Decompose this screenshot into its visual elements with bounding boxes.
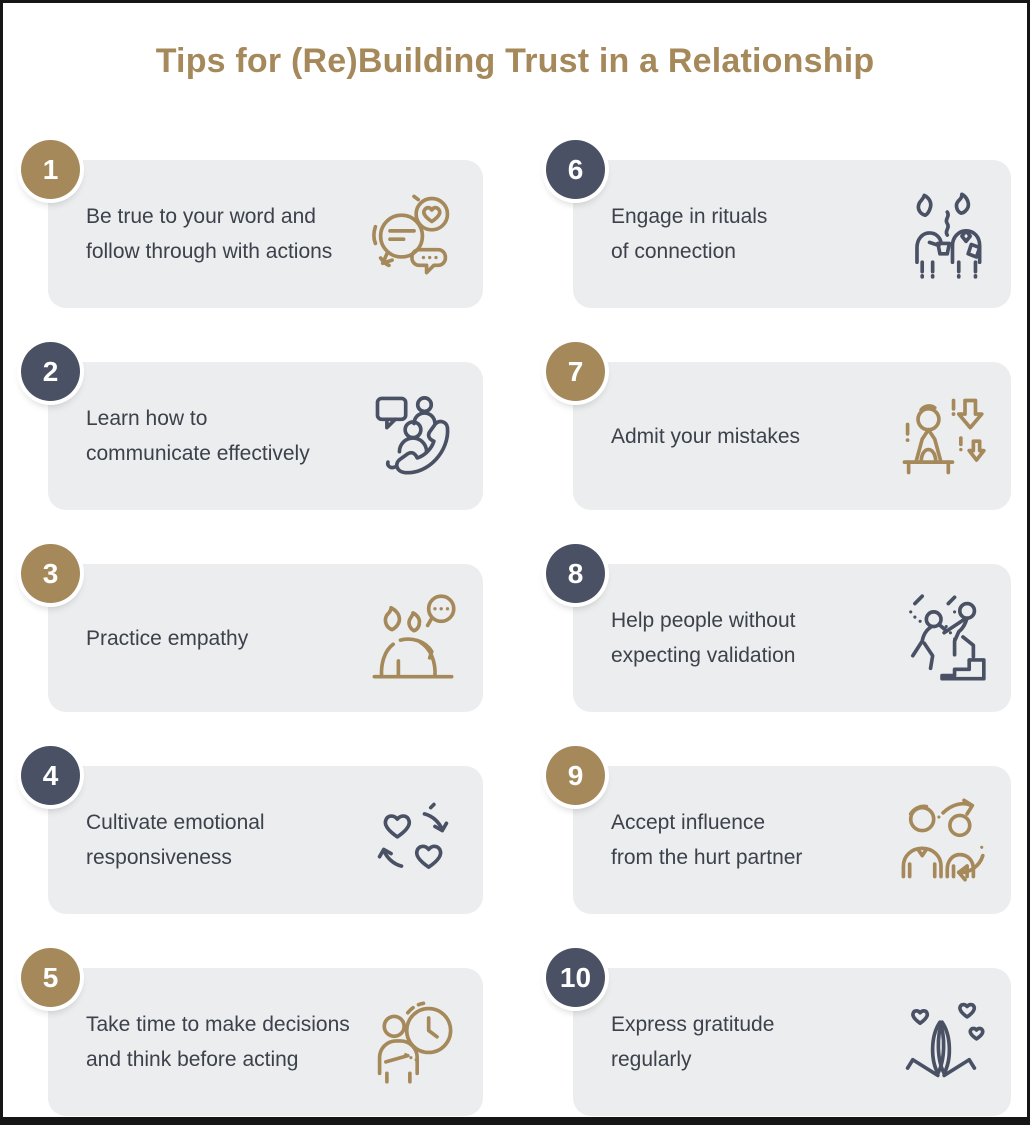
- person-down-arrows-icon: [891, 386, 991, 486]
- tip-text-line: Accept influence: [611, 811, 766, 834]
- tip-text: [611, 419, 891, 454]
- tip-text-line: Take time to make decisions: [86, 1013, 350, 1036]
- tip-text-line: Engage in rituals: [611, 205, 768, 228]
- tip-card-5: [42, 961, 483, 1116]
- tip-text: [86, 805, 363, 875]
- tip-text: [611, 199, 891, 269]
- chat-heart-icon: [363, 184, 463, 284]
- tip-text-line: regularly: [611, 1048, 692, 1071]
- tips-grid: [42, 153, 1027, 1116]
- tip-number: 4: [42, 759, 59, 791]
- tip-number: 7: [567, 355, 584, 387]
- phone-chat-icon: [363, 386, 463, 486]
- tip-number: 1: [42, 153, 59, 185]
- tip-text: [611, 805, 891, 875]
- person-clock-icon: [363, 992, 463, 1092]
- praying-hands-hearts-icon: [891, 992, 991, 1092]
- tip-card-10: [559, 961, 1011, 1116]
- tip-text: [611, 603, 891, 673]
- tip-text: [86, 1007, 363, 1077]
- people-swap-arrows-icon: [891, 790, 991, 890]
- tip-text: [86, 401, 363, 471]
- tip-number: 10: [559, 961, 592, 993]
- tip-number: 2: [42, 355, 59, 387]
- tip-card-7: [567, 355, 1011, 510]
- hugging-couple-icon: [363, 588, 463, 688]
- tip-text-line: Practice empathy: [86, 626, 249, 650]
- tip-card-8: [567, 557, 1011, 712]
- tip-card-1: [42, 153, 483, 308]
- tip-number: 6: [567, 153, 584, 185]
- tip-number-badge: [546, 544, 605, 603]
- tip-text-line: Learn how to: [86, 407, 208, 430]
- tip-text-line: Cultivate emotional: [86, 811, 265, 834]
- tip-number-badge: [546, 746, 605, 805]
- tip-card-6: [567, 153, 1011, 308]
- tip-card-2: [42, 355, 483, 510]
- tip-text-line: responsiveness: [86, 846, 232, 869]
- hearts-exchange-icon: [363, 790, 463, 890]
- tip-number-badge: [546, 948, 605, 1007]
- tip-number: 9: [567, 759, 584, 791]
- tip-number: 3: [42, 557, 59, 589]
- tip-number-badge: [21, 342, 80, 401]
- tip-number: 5: [42, 961, 59, 993]
- tip-text: [86, 199, 363, 269]
- tip-text-line: Admit your mistakes: [611, 424, 801, 448]
- tip-number: 8: [567, 557, 584, 589]
- tip-text-line: communicate effectively: [86, 442, 310, 465]
- helping-up-icon: [891, 588, 991, 688]
- tip-text-line: Express gratitude: [611, 1013, 775, 1036]
- tip-text-line: Help people without: [611, 609, 796, 632]
- page-title: Tips for (Re)Building Trust in a Relationship: [155, 42, 875, 80]
- tip-card-4: [42, 759, 483, 914]
- tip-text: [86, 621, 363, 656]
- tip-text-line: and think before acting: [86, 1048, 299, 1071]
- tip-card-9: [567, 759, 1011, 914]
- tip-number-badge: [21, 948, 80, 1007]
- tip-text-line: from the hurt partner: [611, 846, 803, 869]
- tip-number-badge: [21, 140, 80, 199]
- people-coffee-icon: [891, 184, 991, 284]
- tip-text-line: follow through with actions: [86, 240, 333, 263]
- tip-number-badge: [546, 140, 605, 199]
- tip-card-3: [42, 557, 483, 712]
- tip-text-line: of connection: [611, 240, 736, 263]
- tip-number-badge: [21, 544, 80, 603]
- tip-text-line: expecting validation: [611, 644, 796, 667]
- tip-number-badge: [546, 342, 605, 401]
- tip-text-line: Be true to your word and: [86, 205, 316, 228]
- tip-text: [611, 1007, 891, 1077]
- tip-number-badge: [21, 746, 80, 805]
